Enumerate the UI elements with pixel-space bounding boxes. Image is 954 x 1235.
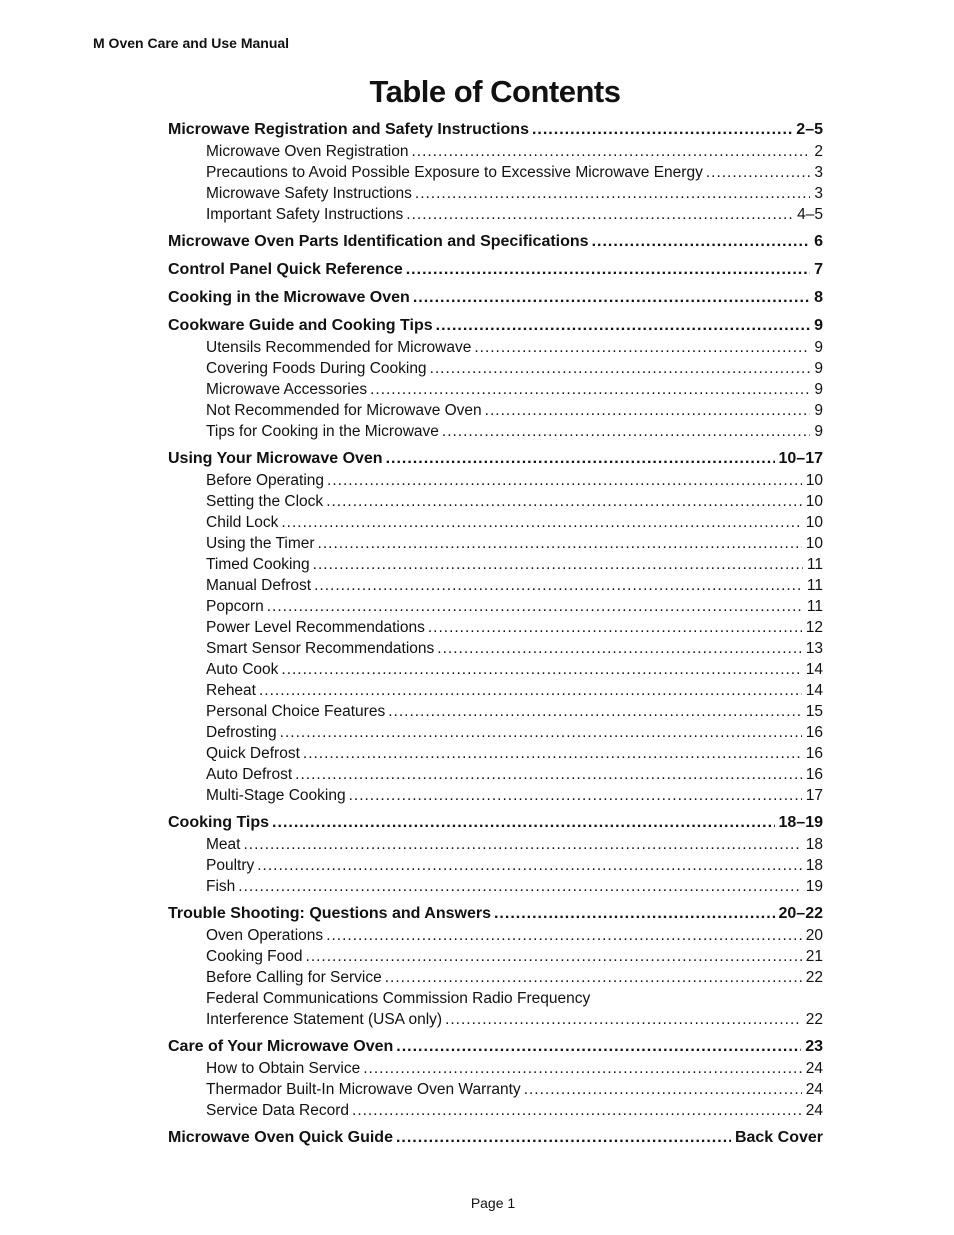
toc-entry[interactable] — [168, 337, 823, 358]
toc-page-number: 13 — [805, 640, 823, 657]
toc-entry[interactable] — [168, 183, 823, 204]
toc-entry[interactable] — [168, 1100, 823, 1121]
toc-entry[interactable] — [168, 533, 823, 554]
toc-section-heading[interactable] — [168, 1035, 823, 1058]
toc-section — [168, 118, 823, 225]
toc-entry[interactable] — [168, 554, 823, 575]
toc-section — [168, 1126, 823, 1149]
toc-entry-label: Microwave Safety Instructions — [206, 185, 412, 202]
toc-page-number: 9 — [814, 381, 823, 398]
toc-page-number: 24 — [805, 1102, 823, 1119]
toc-entry-label: Child Lock — [206, 514, 279, 531]
toc-entry[interactable] — [168, 855, 823, 876]
toc-page-number: 16 — [805, 745, 823, 762]
toc-page-number: 20–22 — [778, 905, 823, 922]
toc-section-label: Microwave Oven Parts Identification and Specifications — [168, 233, 589, 250]
toc-entry-label: Power Level Recommendations — [206, 619, 425, 636]
toc-page-number: 2 — [814, 143, 823, 160]
toc-page-number: 3 — [814, 185, 823, 202]
toc-entry[interactable] — [168, 204, 823, 225]
toc-entry-label: Multi-Stage Cooking — [206, 787, 346, 804]
toc-page-number: 11 — [806, 598, 823, 615]
toc-page-number: 23 — [805, 1038, 823, 1055]
toc-entry[interactable] — [168, 162, 823, 183]
toc-entry-label: Meat — [206, 836, 241, 853]
toc-entry[interactable] — [168, 575, 823, 596]
toc-page-number: 14 — [805, 661, 823, 678]
toc-entry-label: Fish — [206, 878, 236, 895]
toc-entry[interactable] — [168, 764, 823, 785]
toc-entry-label: Setting the Clock — [206, 493, 324, 510]
toc-section — [168, 1035, 823, 1121]
toc-entry[interactable] — [168, 967, 823, 988]
toc-entry-label: Poultry — [206, 857, 255, 874]
toc-entry-label: Interference Statement (USA only) — [206, 1011, 443, 1028]
toc-section-heading[interactable] — [168, 230, 823, 253]
toc-entry[interactable] — [168, 512, 823, 533]
toc-entry[interactable] — [168, 659, 823, 680]
toc-section-heading[interactable] — [168, 902, 823, 925]
toc-page-number: 9 — [814, 402, 823, 419]
toc-entry[interactable] — [168, 743, 823, 764]
toc-section-label: Cookware Guide and Cooking Tips — [168, 317, 433, 334]
toc-page-number: 16 — [805, 766, 823, 783]
manual-header: M Oven Care and Use Manual — [93, 35, 290, 51]
toc-entry-label: Microwave Accessories — [206, 381, 368, 398]
toc-page-number: 11 — [806, 577, 823, 594]
toc-entry-label: Defrosting — [206, 724, 277, 741]
toc-page-number: 24 — [805, 1081, 823, 1098]
page-title: Table of Contents — [369, 74, 621, 109]
toc-entry-label: Manual Defrost — [206, 577, 312, 594]
toc-entry-label: Using the Timer — [206, 535, 315, 552]
toc-section — [168, 286, 823, 309]
toc-entry[interactable] — [168, 379, 823, 400]
toc-entry[interactable] — [168, 1058, 823, 1079]
toc-entry-label-line1[interactable]: Federal Communications Commission Radio Frequency — [206, 990, 591, 1007]
toc-section-heading[interactable] — [168, 314, 823, 337]
toc-entry[interactable] — [168, 141, 823, 162]
toc-page-number: 12 — [805, 619, 823, 636]
toc-entry-label: Thermador Built-In Microwave Oven Warranty — [206, 1081, 521, 1098]
toc-page-number: 9 — [814, 423, 823, 440]
toc-page-number: 10 — [805, 493, 823, 510]
toc-page-number: 18–19 — [778, 814, 823, 831]
toc-section — [168, 230, 823, 253]
toc-entry[interactable] — [168, 785, 823, 806]
toc-entry[interactable] — [168, 421, 823, 442]
toc-page-number: 16 — [805, 724, 823, 741]
toc-entry[interactable] — [168, 680, 823, 701]
toc-entry-label: Important Safety Instructions — [206, 206, 404, 223]
toc-section-label: Care of Your Microwave Oven — [168, 1038, 394, 1055]
toc-entry-label: Quick Defrost — [206, 745, 300, 762]
toc-entry-label: Auto Cook — [206, 661, 279, 678]
toc-page-number: 22 — [805, 1011, 823, 1028]
toc-entry[interactable] — [168, 834, 823, 855]
toc-entry-label: Smart Sensor Recommendations — [206, 640, 435, 657]
toc-section-heading[interactable] — [168, 811, 823, 834]
toc-entry-label: Popcorn — [206, 598, 264, 615]
toc-entry[interactable] — [168, 617, 823, 638]
toc-entry[interactable] — [168, 470, 823, 491]
toc-entry-label: Microwave Oven Registration — [206, 143, 409, 160]
toc-page-number: 7 — [814, 261, 823, 278]
toc-entry[interactable] — [168, 596, 823, 617]
toc-entry[interactable] — [168, 491, 823, 512]
toc-section-heading[interactable] — [168, 118, 823, 141]
toc-page-number: 19 — [805, 878, 823, 895]
toc-entry-label: Service Data Record — [206, 1102, 350, 1119]
toc-section-label: Control Panel Quick Reference — [168, 261, 403, 278]
toc-page-number: 10–17 — [778, 450, 823, 467]
toc-page-number: 9 — [814, 339, 823, 356]
toc-entry[interactable] — [168, 400, 823, 421]
toc-page-number: 11 — [806, 556, 823, 573]
toc-entry[interactable] — [168, 722, 823, 743]
toc-section — [168, 902, 823, 1030]
toc-entry-label: Utensils Recommended for Microwave — [206, 339, 472, 356]
toc-section-heading[interactable] — [168, 1126, 823, 1149]
toc-entry-label: Before Calling for Service — [206, 969, 382, 986]
toc-page-number: 15 — [805, 703, 823, 720]
toc-page-number: 14 — [805, 682, 823, 699]
toc-page-number: 3 — [814, 164, 823, 181]
toc-page-number: 10 — [805, 472, 823, 489]
toc-section-label: Trouble Shooting: Questions and Answers — [168, 905, 491, 922]
toc-section — [168, 258, 823, 281]
toc-page-number: 22 — [805, 969, 823, 986]
toc-page-number: 21 — [805, 948, 823, 965]
toc-entry-label: Tips for Cooking in the Microwave — [206, 423, 439, 440]
toc-section — [168, 447, 823, 806]
toc-section — [168, 314, 823, 442]
toc-page-number: 18 — [805, 857, 823, 874]
toc-page-number: 10 — [805, 514, 823, 531]
toc-entry[interactable] — [168, 1009, 823, 1030]
toc-entry-label: Auto Defrost — [206, 766, 293, 783]
toc-entry[interactable] — [168, 358, 823, 379]
toc-section-heading[interactable] — [168, 258, 823, 281]
toc-entry[interactable] — [168, 946, 823, 967]
toc-page-number: 24 — [805, 1060, 823, 1077]
toc-entry-label: Personal Choice Features — [206, 703, 386, 720]
toc-entry[interactable] — [168, 638, 823, 659]
toc-entry-label: Timed Cooking — [206, 556, 310, 573]
toc-section-label: Cooking in the Microwave Oven — [168, 289, 410, 306]
toc-page-number: 10 — [805, 535, 823, 552]
toc-page-number: 8 — [814, 289, 823, 306]
toc-section-heading[interactable] — [168, 447, 823, 470]
toc-entry-label: Not Recommended for Microwave Oven — [206, 402, 482, 419]
toc-section-label: Cooking Tips — [168, 814, 270, 831]
toc-page-number: 2–5 — [796, 121, 823, 138]
toc-entry-label: How to Obtain Service — [206, 1060, 361, 1077]
toc-entry[interactable] — [168, 701, 823, 722]
toc-page-number: 9 — [814, 317, 823, 334]
toc-entry-label: Cooking Food — [206, 948, 303, 965]
toc-page-number: Back Cover — [734, 1129, 823, 1146]
toc-entry[interactable] — [168, 876, 823, 897]
toc-page-number: 9 — [814, 360, 823, 377]
toc-page-number: 20 — [805, 927, 823, 944]
toc-entry[interactable] — [168, 925, 823, 946]
toc-entry-label: Oven Operations — [206, 927, 324, 944]
toc-page-number: 6 — [814, 233, 823, 250]
toc-section-label: Microwave Registration and Safety Instructions — [168, 121, 529, 138]
toc-entry-label: Precautions to Avoid Possible Exposure to Excessive Microwave Energy — [206, 164, 703, 181]
toc-section — [168, 811, 823, 897]
toc-entry-label: Before Operating — [206, 472, 325, 489]
toc-section-heading[interactable] — [168, 286, 823, 309]
table-of-contents — [168, 118, 823, 1149]
toc-section-label: Using Your Microwave Oven — [168, 450, 383, 467]
toc-page-number: 4–5 — [797, 206, 823, 223]
toc-page-number: 17 — [805, 787, 823, 804]
toc-section-label: Microwave Oven Quick Guide — [168, 1129, 393, 1146]
toc-entry-label: Reheat — [206, 682, 256, 699]
toc-entry[interactable] — [168, 1079, 823, 1100]
page-number-footer: Page 1 — [470, 1195, 516, 1211]
toc-entry-label: Covering Foods During Cooking — [206, 360, 427, 377]
toc-page-number: 18 — [805, 836, 823, 853]
